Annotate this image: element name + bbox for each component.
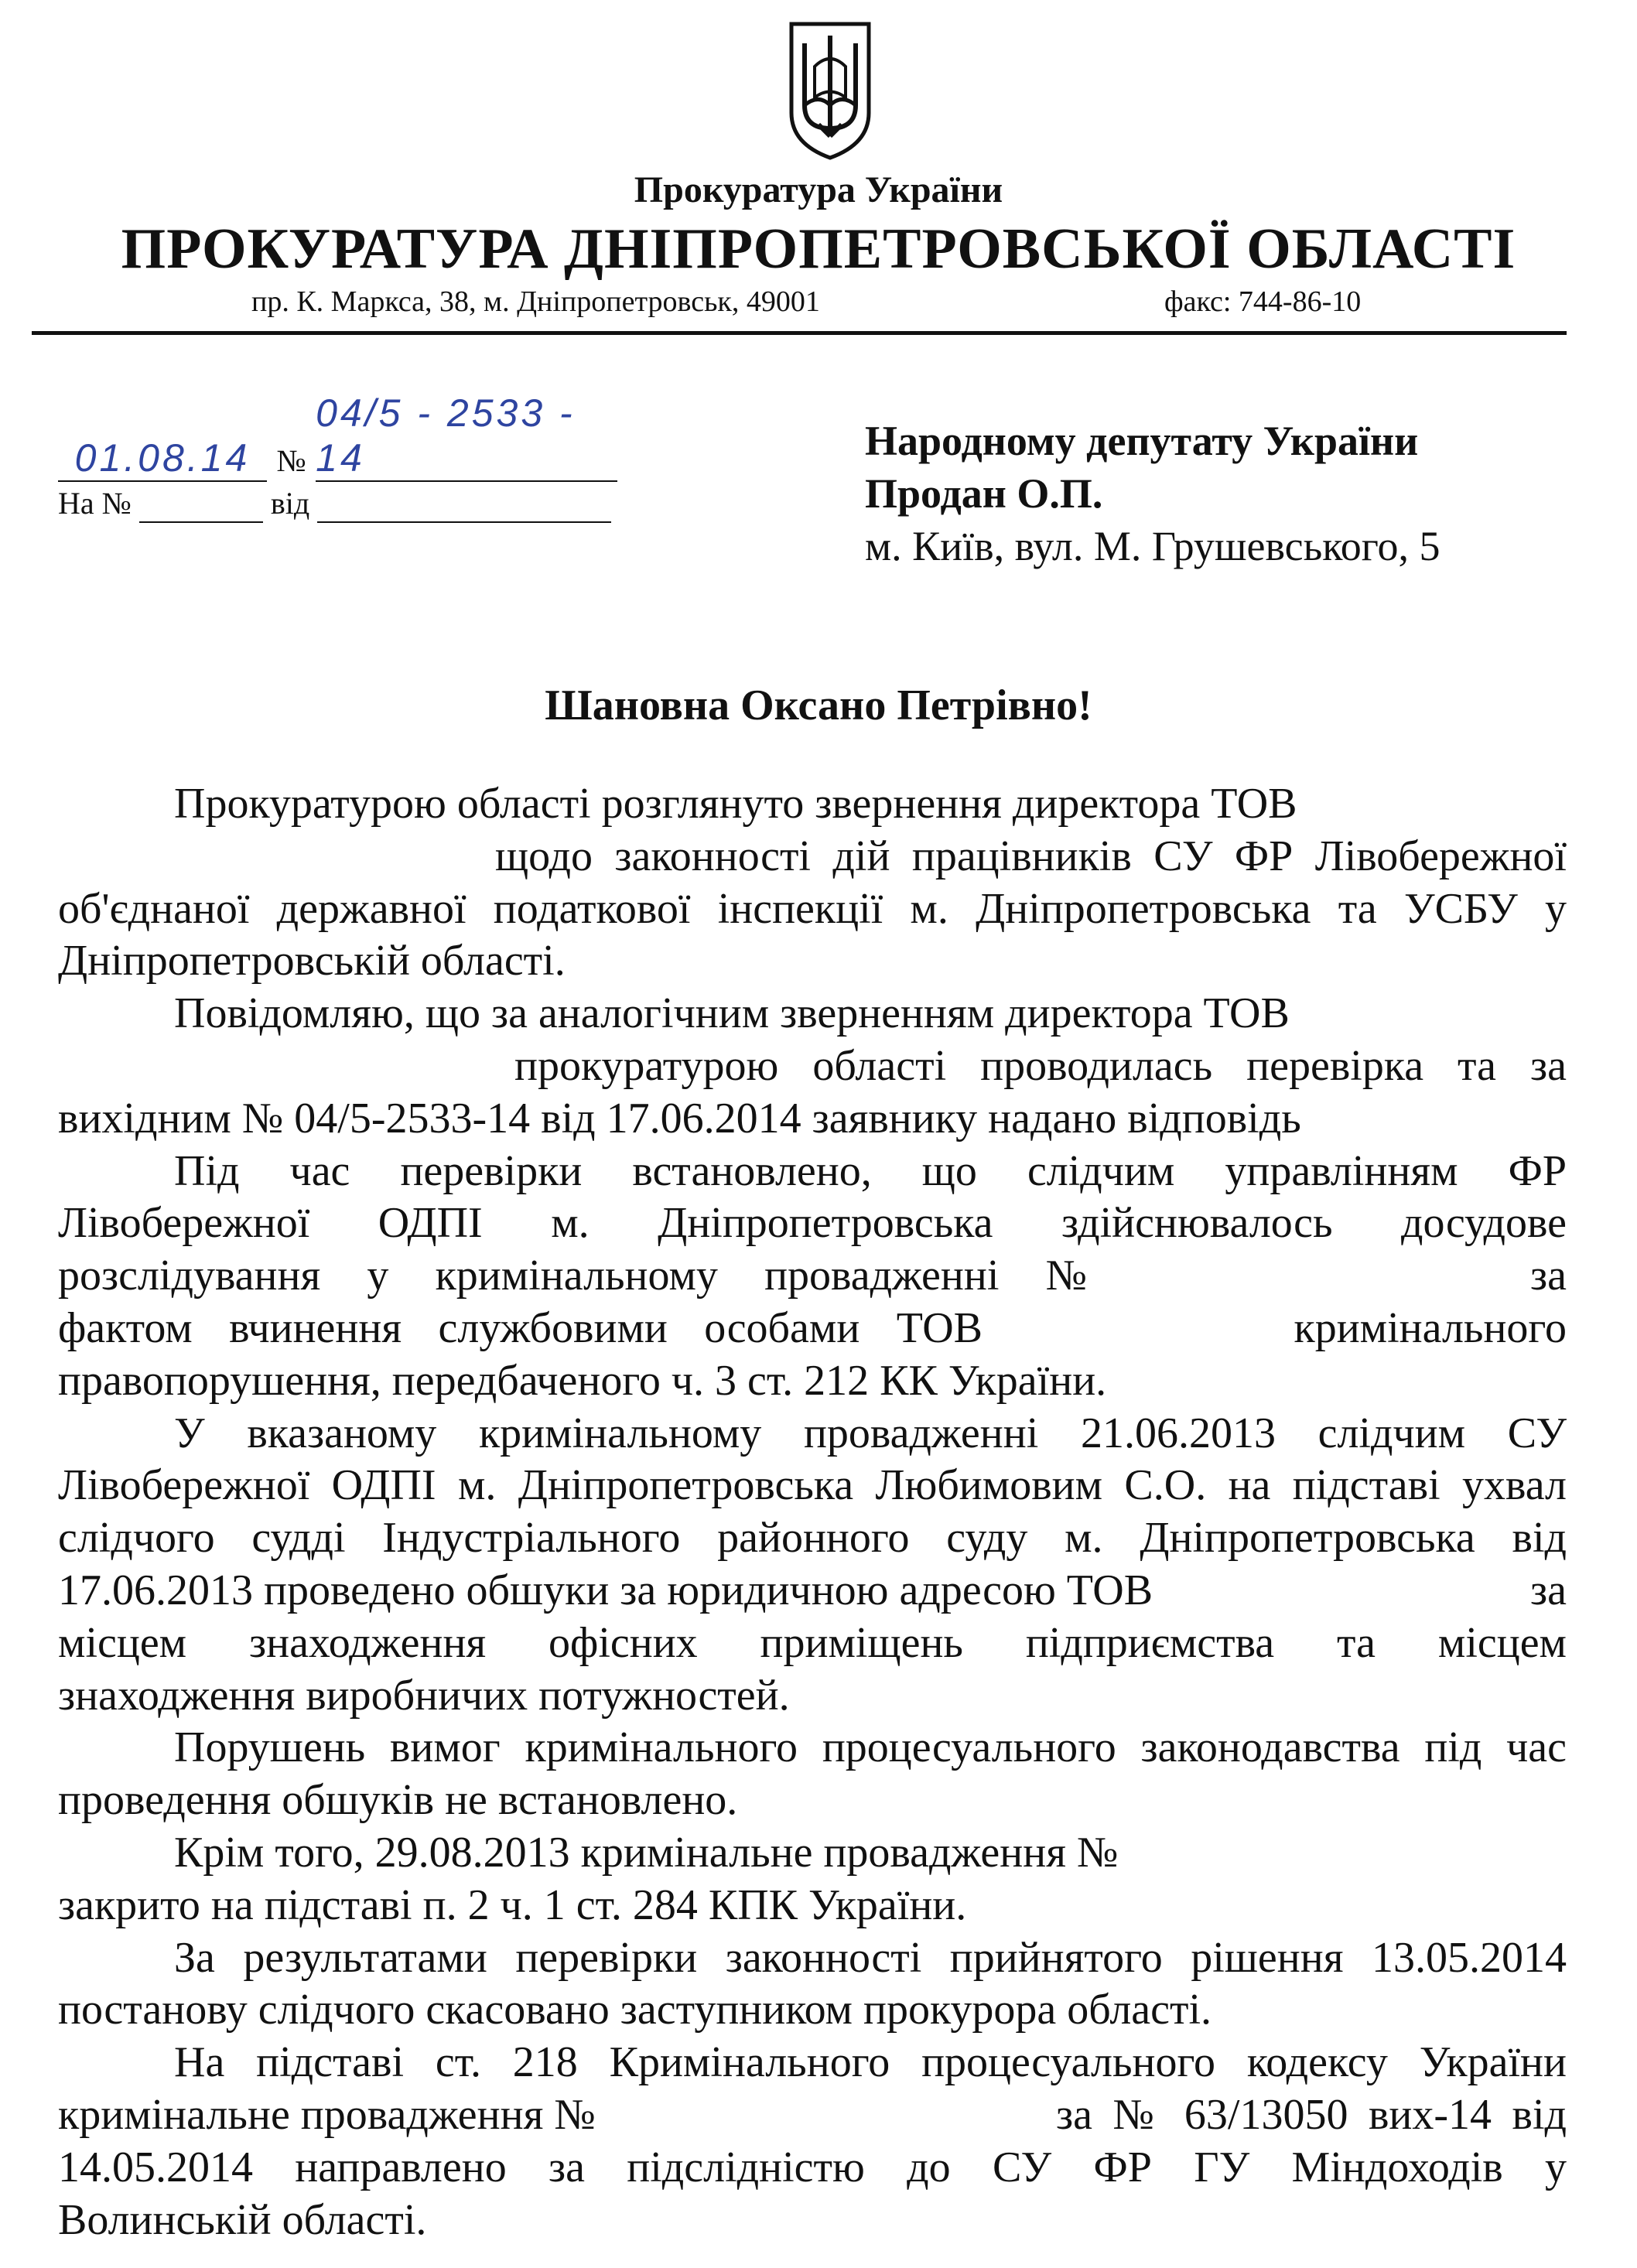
body-line-right: за № 63/13050 вих-14 від (1056, 2090, 1567, 2139)
body-line: Крім того, 29.08.2013 кримінальне провадження № (174, 1828, 1119, 1877)
body-line: місцем знаходження офісних приміщень підприємства та місцем (58, 1618, 1567, 1667)
body-line-right: за (1530, 1252, 1567, 1300)
outgoing-date: 01.08.14 (58, 435, 267, 482)
outgoing-reference (58, 391, 617, 523)
recipient-title: Народному депутату України (865, 418, 1419, 464)
org-address: пр. К. Маркса, 38, м. Дніпропетровськ, 49001 (251, 285, 820, 318)
body-line: проведення обшуків не встановлено. (58, 1776, 738, 1825)
reply-number-label: На № (58, 486, 132, 521)
body-line (58, 1565, 1567, 1617)
body-line: вихідним № 04/5-2533-14 від 17.06.2014 заявнику надано відповідь (58, 1094, 1301, 1143)
recipient-block (865, 415, 1440, 572)
body-line: слідчого судді Індустріального районного суду м. Дніпропетровська від (58, 1514, 1567, 1563)
body-line: Під час перевірки встановлено, що слідчим управлінням ФР (174, 1146, 1567, 1195)
body-line: Дніпропетровській області. (58, 937, 566, 985)
body-line: правопорушення, передбаченого ч. 3 ст. 212 КК України. (58, 1356, 1107, 1405)
body-line-right: за (1530, 1566, 1567, 1614)
body-line: Волинській області. (58, 2195, 427, 2244)
body-line (58, 1303, 1567, 1355)
body-line: прокуратурою області проводилась перевірка та за (514, 1041, 1567, 1090)
body-line: Лівобережної ОДПІ м. Дніпропетровська здійснювалось досудове (58, 1199, 1567, 1248)
body-line: щодо законності дій працівників СУ ФР Лівобережної (495, 832, 1567, 880)
letter-body (58, 778, 1567, 2246)
body-line (58, 2089, 1567, 2142)
recipient-name: Продан О.П. (865, 470, 1103, 517)
reply-from-label: від (270, 486, 310, 521)
body-line: 14.05.2014 направлено за підслідністю до СУ ФР ГУ Міндоходів у (58, 2143, 1567, 2191)
body-line: об'єднаної державної податкової інспекції м. Дніпропетровська та УСБУ у (58, 884, 1567, 933)
body-line-left: фактом вчинення службовими особами ТОВ (58, 1303, 983, 1352)
outgoing-number: 04/5 - 2533 - 14 (316, 391, 617, 482)
org-fax: факс: 744-86-10 (1164, 285, 1362, 318)
greeting: Шановна Оксано Петрівно! (545, 681, 1092, 729)
body-line-left: кримінальне провадження № (58, 2090, 596, 2139)
body-line: закрито на підставі п. 2 ч. 1 ст. 284 КПК України. (58, 1880, 967, 1929)
body-line-left: 17.06.2013 проведено обшуки за юридичною адресою ТОВ (58, 1566, 1153, 1614)
body-line-left: розслідування у кримінальному провадженні № (58, 1252, 1087, 1300)
coat-of-arms-trident-icon (788, 20, 873, 161)
number-sign: № (276, 443, 306, 478)
body-line: На підставі ст. 218 Кримінального процесуального кодексу України (174, 2038, 1567, 2087)
body-line: Повідомляю, що за аналогічним зверненням директора ТОВ (174, 989, 1290, 1038)
org-parent-name: Прокуратура України (634, 169, 1003, 210)
body-line-right: кримінального (1294, 1303, 1567, 1352)
org-name: ПРОКУРАТУРА ДНІПРОПЕТРОВСЬКОЇ ОБЛАСТІ (121, 217, 1516, 281)
header-divider (32, 331, 1567, 335)
body-line: постанову слідчого скасовано заступником прокурора області. (58, 1986, 1212, 2034)
body-line: За результатами перевірки законності прийнятого рішення 13.05.2014 (174, 1933, 1567, 1982)
body-line: Лівобережної ОДПІ м. Дніпропетровська Любимовим С.О. на підставі ухвал (58, 1461, 1567, 1510)
body-line (58, 1250, 1567, 1303)
body-line: У вказаному кримінальному провадженні 21.06.2013 слідчим СУ (174, 1409, 1567, 1457)
body-line: Порушень вимог кримінального процесуального законодавства під час (174, 1723, 1567, 1772)
body-line: Прокуратурою області розглянуто звернення директора ТОВ (174, 780, 1297, 828)
recipient-address: м. Київ, вул. М. Грушевського, 5 (865, 523, 1440, 569)
body-line: знаходження виробничих потужностей. (58, 1671, 790, 1720)
